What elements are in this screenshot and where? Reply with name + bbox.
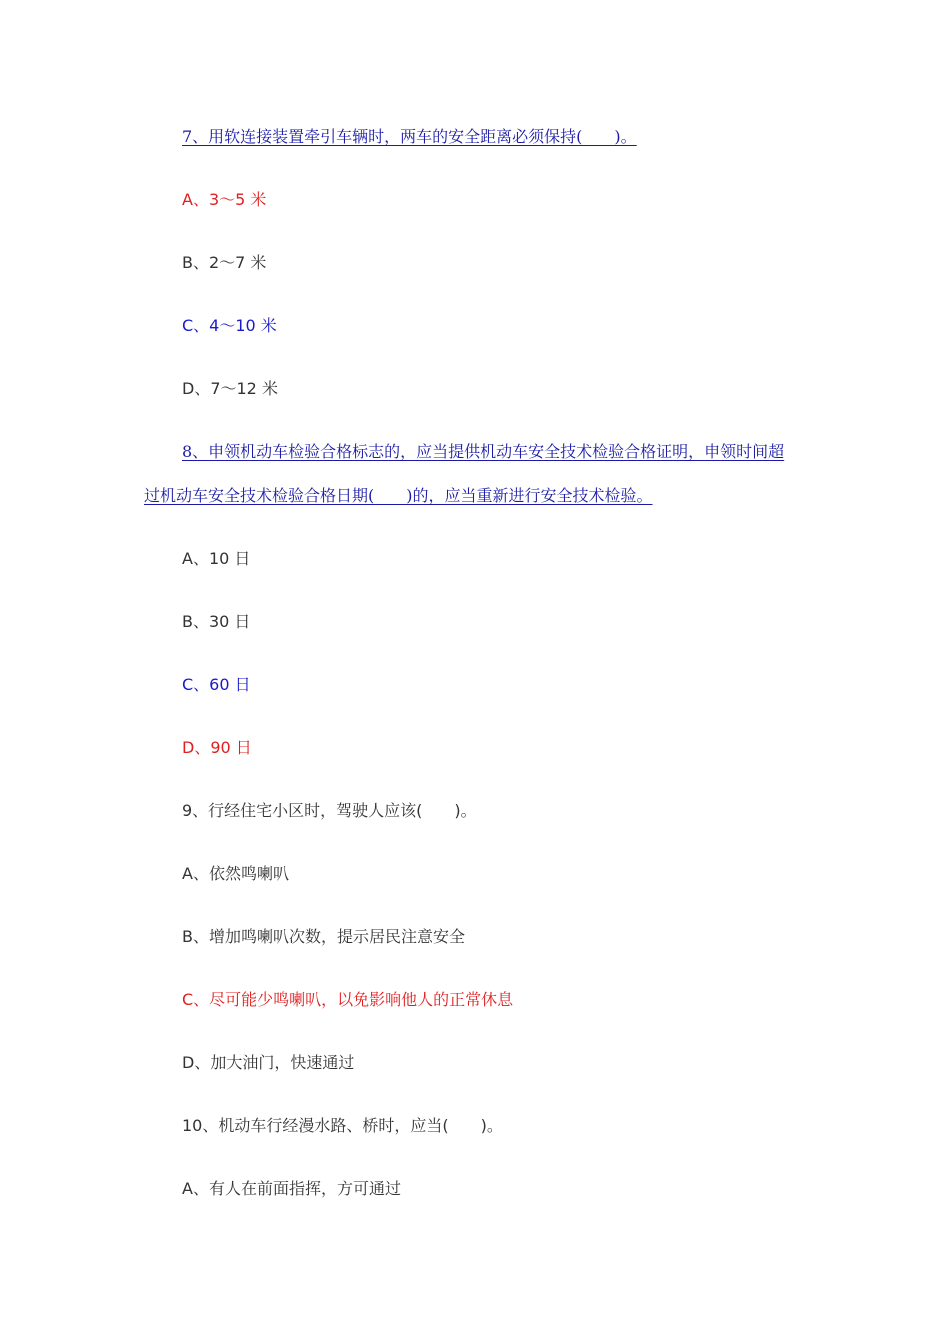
question-8-stem-line-1[interactable]: 8、申领机动车检验合格标志的，应当提供机动车安全技术检验合格证明，申领时间超 — [182, 442, 785, 461]
question-8-option-a: A、10 日 — [182, 549, 251, 568]
question-9-option-a: A、依然鸣喇叭 — [182, 864, 289, 883]
question-7-option-b: B、2～7 米 — [182, 253, 267, 272]
question-7-option-d: D、7～12 米 — [182, 379, 278, 398]
question-9-option-d: D、加大油门，快速通过 — [182, 1053, 355, 1072]
question-8-option-d: D、90 日 — [182, 738, 252, 757]
question-7-option-a: A、3～5 米 — [182, 190, 267, 209]
question-8-option-c: C、60 日 — [182, 675, 251, 694]
question-10-option-a: A、有人在前面指挥，方可通过 — [182, 1179, 401, 1198]
question-7-stem[interactable]: 7、用软连接装置牵引车辆时，两车的安全距离必须保持( )。 — [182, 127, 637, 146]
question-9-stem: 9、行经住宅小区时，驾驶人应该( )。 — [182, 801, 477, 820]
question-9-option-b: B、增加鸣喇叭次数，提示居民注意安全 — [182, 927, 465, 946]
question-9-option-c: C、尽可能少鸣喇叭，以免影响他人的正常休息 — [182, 990, 514, 1009]
question-7-option-c: C、4～10 米 — [182, 316, 277, 335]
question-8-stem-line-2[interactable]: 过机动车安全技术检验合格日期( )的，应当重新进行安全技术检验。 — [144, 486, 653, 505]
question-10-stem: 10、机动车行经漫水路、桥时，应当( )。 — [182, 1116, 503, 1135]
question-8-option-b: B、30 日 — [182, 612, 251, 631]
